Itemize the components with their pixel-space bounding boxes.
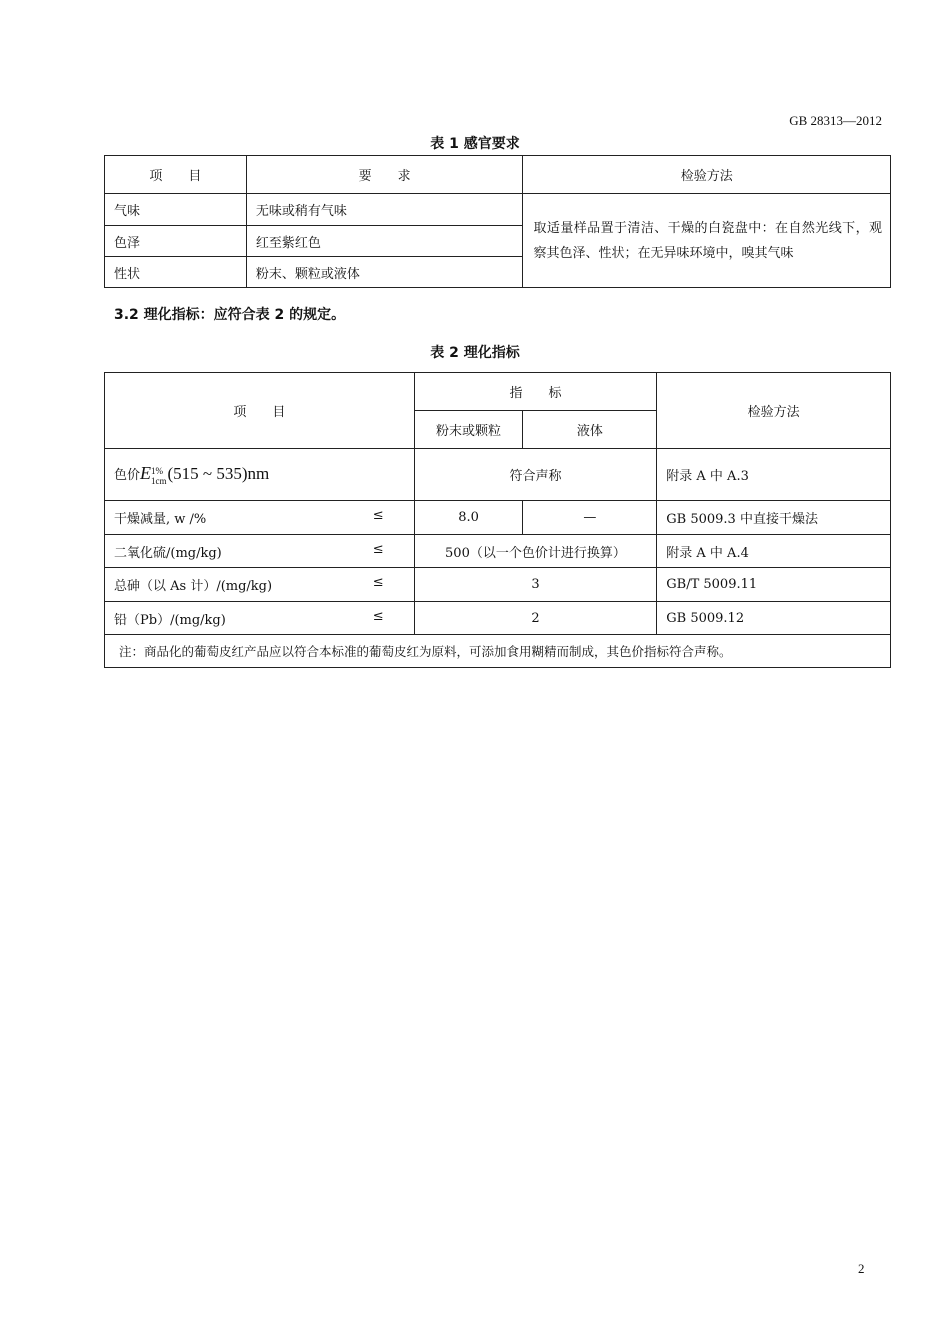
- header-powder: 粉末或颗粒: [414, 411, 523, 449]
- row-item: [105, 602, 415, 635]
- row-item: 气味: [105, 194, 247, 226]
- header-liquid: 液体: [523, 411, 657, 449]
- color-value-value: 符合声称: [414, 449, 657, 501]
- row-value: 500（以一个色价计进行换算）: [414, 535, 657, 568]
- table-row: [105, 602, 891, 635]
- table-note: 注：商品化的葡萄皮红产品应以符合本标准的葡萄皮红为原料，可添加食用糊精而制成，其色价指标符合声称。: [105, 635, 891, 668]
- header-item: 项 目: [105, 156, 247, 194]
- row-item-label: 干燥减量, w /%: [114, 512, 207, 527]
- row-requirement: 无味或稍有气味: [246, 194, 523, 226]
- sensory-method: 取适量样品置于清洁、干燥的白瓷盘中：在自然光线下，观察其色泽、性状；在无异味环境中，嗅其气味: [523, 194, 891, 288]
- color-value-prefix: 色价: [114, 468, 141, 484]
- header-item: 项 目: [105, 373, 415, 449]
- row-item: 性状: [105, 257, 247, 288]
- table1-header-row: [105, 156, 891, 194]
- row-liquid-value: —: [523, 501, 657, 535]
- color-value-item: [105, 449, 415, 501]
- row-method: 附录 A 中 A.4: [657, 535, 891, 568]
- row-powder-value: 8.0: [414, 501, 523, 535]
- table-row: [105, 194, 891, 226]
- leq-symbol: ≤: [372, 508, 384, 523]
- physicochemical-table: [104, 372, 891, 668]
- row-item-label: 铅（Pb）/(mg/kg): [114, 612, 226, 628]
- header-method: 检验方法: [657, 373, 891, 449]
- table-row: [105, 501, 891, 535]
- header-requirement: 要 求: [246, 156, 523, 194]
- clause-3-2: 3.2 理化指标：应符合表 2 的规定。: [114, 307, 346, 323]
- standard-number: GB 28313—2012: [789, 113, 882, 128]
- note-row: [105, 635, 891, 668]
- row-item-label: 二氧化硫/(mg/kg): [114, 545, 222, 561]
- leq-symbol: ≤: [372, 575, 384, 590]
- row-method: GB 5009.12: [657, 602, 891, 635]
- sensory-requirements-table: [104, 155, 891, 288]
- table2-caption: 表 2 理化指标: [430, 345, 520, 361]
- row-item: [105, 501, 415, 535]
- row-requirement: 粉末、颗粒或液体: [246, 257, 523, 288]
- row-item: 色泽: [105, 226, 247, 257]
- table1-caption: 表 1 感官要求: [430, 136, 520, 152]
- leq-symbol: ≤: [372, 608, 384, 624]
- row-value: 3: [414, 568, 657, 602]
- header-method: 检验方法: [523, 156, 891, 194]
- table-row: [105, 568, 891, 602]
- page-number: 2: [858, 1261, 865, 1276]
- color-value-range: (515 ~ 535)nm: [167, 464, 270, 484]
- color-value-symbol: E: [140, 463, 152, 484]
- row-method: GB 5009.3 中直接干燥法: [657, 501, 891, 535]
- row-value: 2: [414, 602, 657, 635]
- color-value-subscript: 1cm: [151, 475, 167, 486]
- color-value-row: [105, 449, 891, 501]
- table2-header-row: [105, 373, 891, 411]
- row-method: GB/T 5009.11: [657, 568, 891, 602]
- color-value-method: 附录 A 中 A.3: [657, 449, 891, 501]
- row-requirement: 红至紫红色: [246, 226, 523, 257]
- row-item: [105, 568, 415, 602]
- table-row: [105, 535, 891, 568]
- color-value-superscript: 1%: [151, 465, 164, 476]
- header-index: 指 标: [414, 373, 657, 411]
- row-item-label: 总砷（以 As 计）/(mg/kg): [114, 579, 273, 594]
- leq-symbol: ≤: [372, 541, 384, 557]
- row-item: [105, 535, 415, 568]
